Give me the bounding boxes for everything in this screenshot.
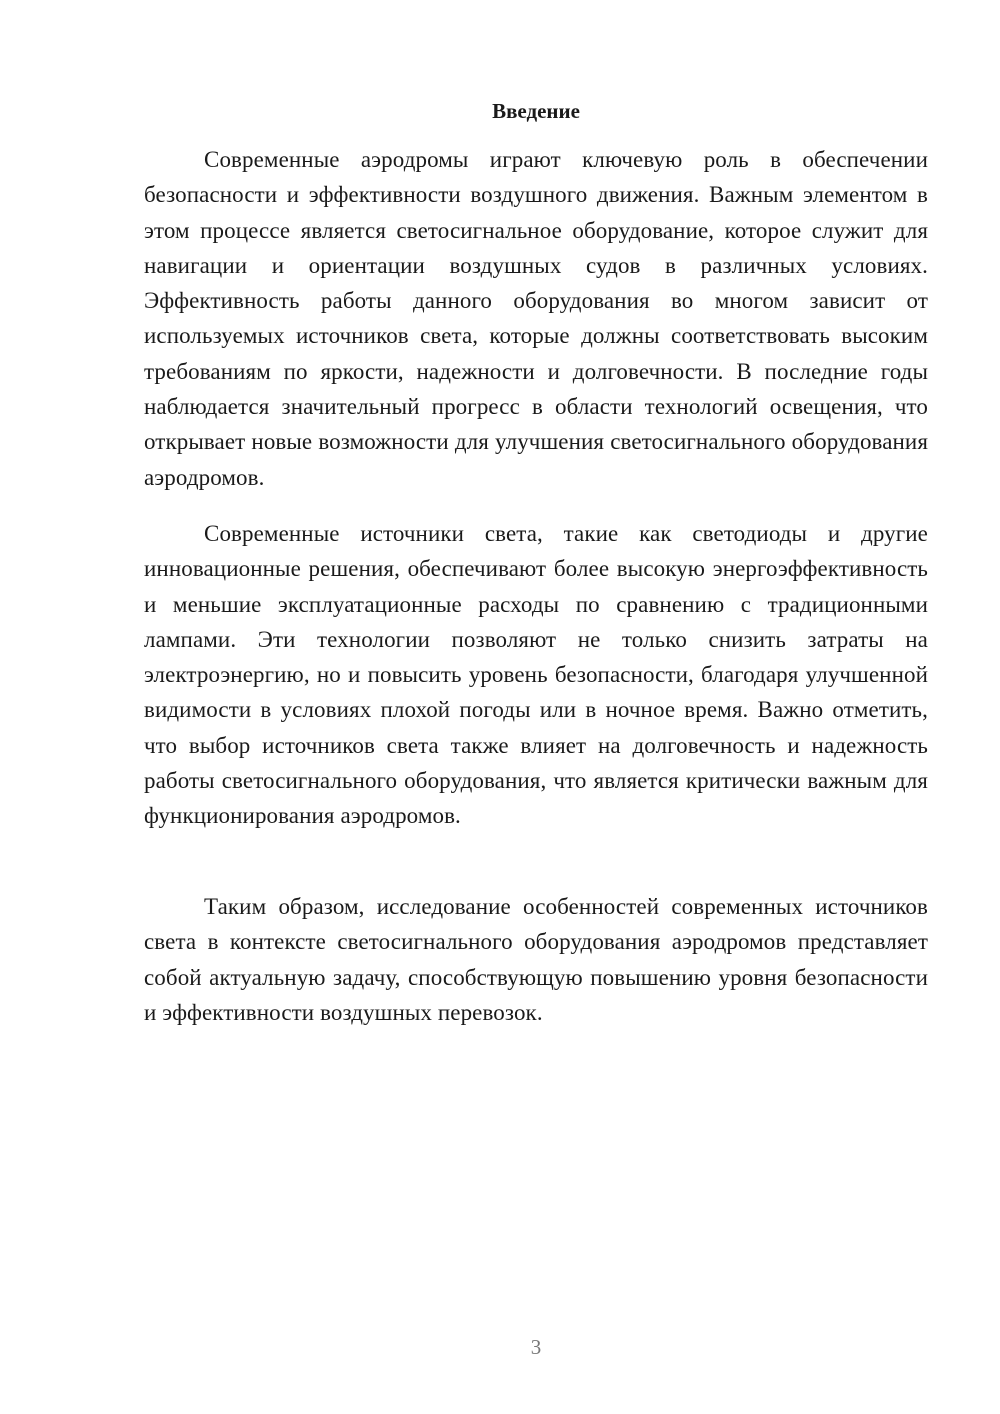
page-title: Введение [492,99,580,123]
paragraph-1: Современные аэродромы играют ключевую роль в обеспечении безопасности и эффективности воздушного движения. Важным элементом в этом процессе является светосигнальное оборудование, которое служит для навигации и ориентации воздушных судов в различных условиях. Эффективность работы данного оборудования во многом зависит от используемых источников света, которые должны соответствовать высоким требованиям по яркости, надежности и долговечности. В последние годы наблюдается значительный прогресс в области технологий освещения, что открывает новые возможности для улучшения светосигнального оборудования аэродромов. [144,147,928,490]
page-number: 3 [530,1335,542,1359]
paragraph-3: Таким образом, исследование особенностей современных источников света в контексте светосигнального оборудования аэродромов представляет собой актуальную задачу, способствующую повышению уровня безопасности и эффективности воздушных перевозок. [144,894,928,1025]
paragraph-2: Современные источники света, такие как светодиоды и другие инновационные решения, обеспечивают более высокую энергоэффективность и меньшие эксплуатационные расходы по сравнению с традиционными лампами. Эти технологии позволяют не только снизить затраты на электроэнергию, но и повысить уровень безопасности, благодаря улучшенной видимости в условиях плохой погоды или в ночное время. Важно отметить, что выбор источников света также влияет на долговечность и надежность работы светосигнального оборудования, что является критически важным для функционирования аэродромов. [144,521,928,829]
